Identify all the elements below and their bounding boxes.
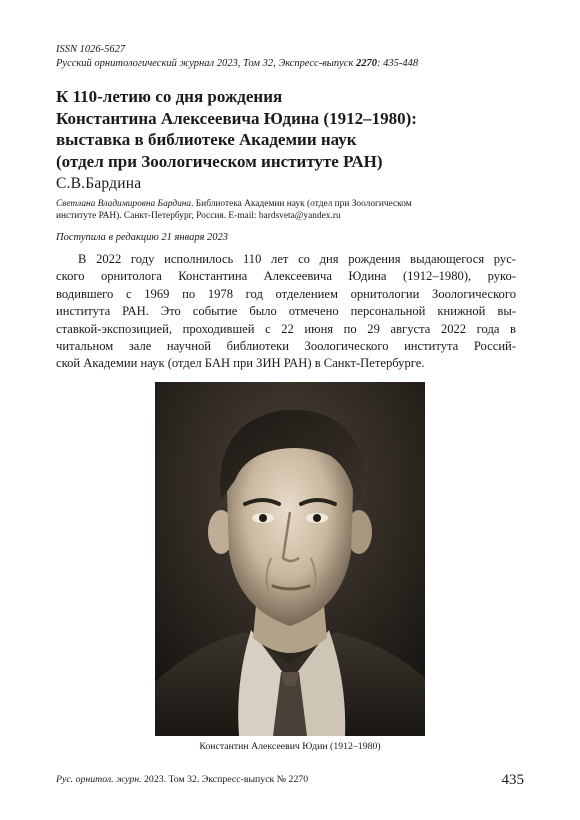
body-line: водившего с 1969 по 1978 год отделением орнитологии Зоологического (56, 286, 516, 301)
title-line-1: К 110-летию со дня рождения (56, 87, 283, 106)
body-line: В 2022 году исполнилось 110 лет со дня рождения выдающегося рус- (78, 252, 516, 266)
photo-caption: Константин Алексеевич Юдин (1912–1980) (199, 741, 381, 752)
affiliation-full-name: Светлана Владимировна Бардина (56, 199, 192, 209)
footer-journal (56, 774, 308, 786)
page-footer (56, 771, 524, 791)
issue-number: 2270 (356, 57, 377, 69)
author-name: С.В.Бардина (56, 175, 142, 192)
body-paragraph (56, 251, 516, 373)
title-line-2: Константина Алексеевича Юдина (1912–1980): (56, 108, 417, 128)
journal-header (56, 43, 536, 70)
issn-line: ISSN 1026-5627 (56, 44, 126, 55)
title-line-4: (отдел при Зоологическом институте РАН) (56, 151, 383, 171)
title-line-3: выставка в библиотеке Академии наук (56, 130, 357, 149)
body-line: ского орнитолога Константина Алексеевича Юдина (1912–1980), руко- (56, 269, 516, 284)
footer-journal-abbrev: Рус. орнитол. журн. (56, 774, 142, 785)
body-line: читальном зале научной библиотеки Зоологического института Россий- (56, 339, 516, 354)
affiliation-line-1 (56, 198, 536, 210)
citation-prefix: Русский орнитологический журнал 2023, Том 32, Экспресс-выпуск (56, 57, 356, 69)
portrait-illustration (155, 382, 425, 736)
footer-journal-issue: 2023. Том 32. Экспресс-выпуск № 2270 (141, 774, 309, 785)
page-number: 435 (501, 772, 524, 788)
received-date: Поступила в редакцию 21 января 2023 (56, 232, 228, 243)
affiliation-line-2: институте РАН). Санкт-Петербург, Россия. E-mail: bardsveta@yandex.ru (56, 211, 341, 222)
affiliation-institution: . Библиотека Академии наук (отдел при Зоологическом (191, 199, 412, 209)
body-line: ской Академии наук (отдел БАН при ЗИН РАН) в Санкт-Петербурге. (56, 356, 425, 371)
body-line: ставкой-экспозицией, проходившей с 22 июня по 29 августа 2022 года в (56, 321, 516, 336)
citation-pages: : 435-448 (377, 57, 419, 69)
citation-line (56, 57, 536, 71)
article-title (56, 86, 536, 172)
portrait-photo (155, 382, 425, 736)
body-line: института РАН. Это событие было отмечено персональной книжной вы- (56, 304, 516, 319)
author-affiliation (56, 198, 536, 222)
